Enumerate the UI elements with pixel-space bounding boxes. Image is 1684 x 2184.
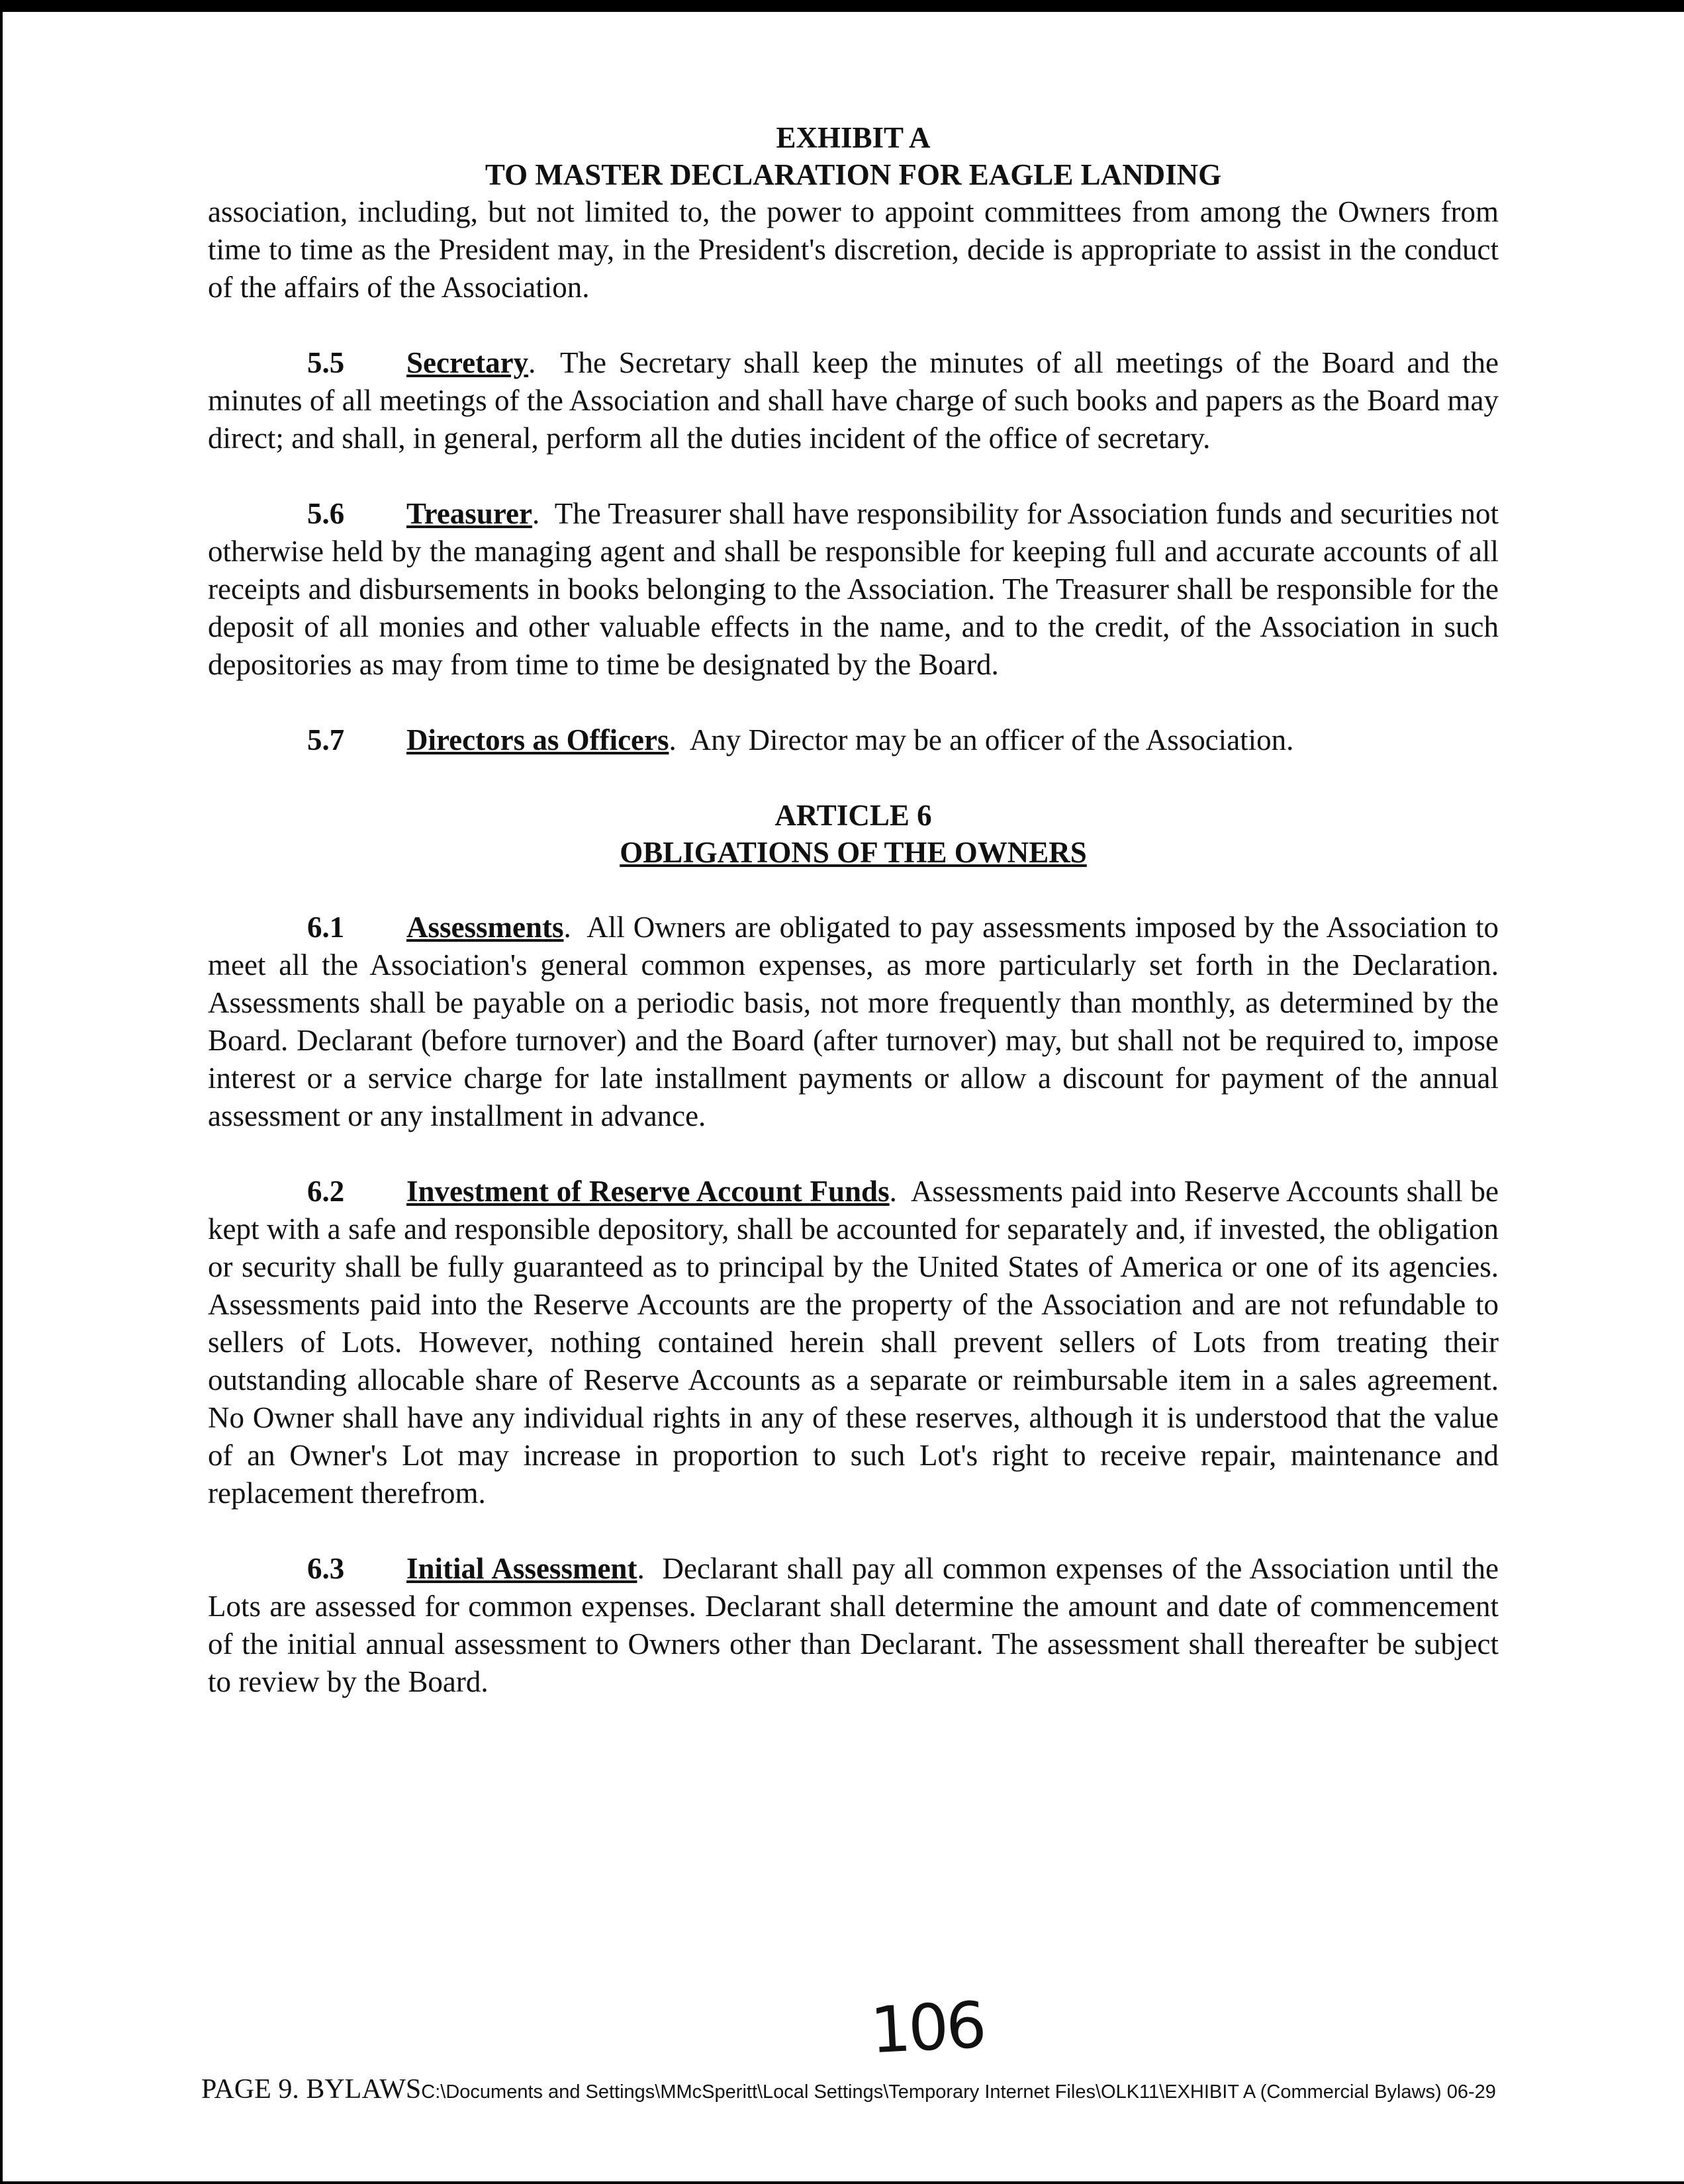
scan-top-border [0, 0, 1684, 12]
section-number: 5.5 [307, 346, 345, 379]
document-header [208, 119, 1499, 193]
page-footer [201, 2073, 1684, 2109]
section-text: All Owners are obligated to pay assessments imposed by the Association to meet all the Association's general common expenses, as more particularly set forth in the Declaration. Assessments shall be payable on a periodic basis, not more frequently than monthly, as determined by the Board. Declarant (before turnover) and the Board (after turnover) may, but shall not be required to, impose interest or a service charge for late installment payments or allow a discount for payment of the annual assessment or any installment in advance. [208, 911, 1499, 1132]
section-title: Secretary [406, 346, 529, 379]
section-6-3: 6.3 Initial Assessment. Declarant shall pay all common expenses of the Association until the Lots are assessed for common expenses. Declarant shall determine the amount and date of commencement of the initial annual assessment to Owners other than Declarant. The assessment shall thereafter be subject to review by the Board. [208, 1550, 1499, 1701]
section-title: Initial Assessment [406, 1552, 637, 1585]
article-heading [208, 797, 1499, 871]
intro-paragraph: association, including, but not limited to, the power to appoint committees from among the Owners from time to time as the President may, in the President's discretion, decide is appropriate to assist in the conduct of the affairs of the Association. [208, 195, 1499, 304]
section-number: 6.2 [307, 1175, 345, 1208]
section-5-7: 5.7 Directors as Officers. Any Director may be an officer of the Association. [208, 721, 1499, 759]
footer-page-label: PAGE 9. BYLAWS [201, 2074, 422, 2105]
handwritten-page-number: 106 [868, 1987, 986, 2068]
section-title: Assessments [406, 911, 564, 944]
section-title: Investment of Reserve Account Funds [406, 1175, 890, 1208]
section-number: 5.6 [307, 497, 345, 530]
section-text: The Treasurer shall have responsibility for Association funds and securities not otherwise held by the managing agent and shall be responsible for keeping full and accurate accounts of all receipts and disbursements in books belonging to the Association. The Treasurer shall be responsible for the deposit of all monies and other valuable effects in the name, and to the credit, of the Association in such depositories as may from time to time be designated by the Board. [208, 497, 1499, 681]
section-5-5: 5.5 Secretary. The Secretary shall keep the minutes of all meetings of the Board and the minutes of all meetings of the Association and shall have charge of such books and papers as the Board may direct; and shall, in general, perform all the duties incident of the office of secretary. [208, 344, 1499, 457]
section-6-2: 6.2 Investment of Reserve Account Funds. Assessments paid into Reserve Accounts shall be kept with a safe and responsible depository, shall be accounted for separately and, if invested, the obligation or security shall be fully guaranteed as to principal by the United States of America or one of its agencies. Assessments paid into the Reserve Accounts are the property of the Association and are not refundable to sellers of Lots. However, nothing contained herein shall prevent sellers of Lots from treating their outstanding allocable share of Reserve Accounts as a separate or reimbursable item in a sales agreement. No Owner shall have any individual rights in any of these reserves, although it is understood that the value of an Owner's Lot may increase in proportion to such Lot's right to receive repair, maintenance and replacement therefrom. [208, 1173, 1499, 1512]
section-number: 5.7 [307, 723, 345, 756]
section-title: Directors as Officers [406, 723, 669, 756]
scan-left-border [0, 0, 3, 2184]
footer-file-path: C:\Documents and Settings\MMcSperitt\Local Settings\Temporary Internet Files\OLK11\EXHIBIT A (Commercial Bylaws) 06-29 [421, 2081, 1496, 2103]
section-6-1: 6.1 Assessments. All Owners are obligated to pay assessments imposed by the Association to meet all the Association's general common expenses, as more particularly set forth in the Declaration. Assessments shall be payable on a periodic basis, not more frequently than monthly, as determined by the Board. Declarant (before turnover) and the Board (after turnover) may, but shall not be required to, impose interest or a service charge for late installment payments or allow a discount for payment of the annual assessment or any installment in advance. [208, 909, 1499, 1135]
section-text: Declarant shall pay all common expenses of the Association until the Lots are assessed for common expenses. Declarant shall determine the amount and date of commencement of the initial annual assessment to Owners other than Declarant. The assessment shall thereafter be subject to review by the Board. [208, 1552, 1499, 1698]
article-number: ARTICLE 6 [774, 799, 932, 832]
document-page [208, 119, 1499, 1701]
header-line-2: TO MASTER DECLARATION FOR EAGLE LANDING [485, 158, 1222, 191]
scan-bottom-border [0, 2181, 1684, 2184]
section-text: Any Director may be an officer of the Association. [689, 723, 1294, 756]
section-text: Assessments paid into Reserve Accounts shall be kept with a safe and responsible depository, shall be accounted for separately and, if invested, the obligation or security shall be fully guaranteed as to principal by the United States of America or one of its agencies. Assessments paid into the Reserve Accounts are the property of the Association and are not refundable to sellers of Lots. However, nothing contained herein shall prevent sellers of Lots from treating their outstanding allocable share of Reserve Accounts as a separate or reimbursable item in a sales agreement. No Owner shall have any individual rights in any of these reserves, although it is understood that the value of an Owner's Lot may increase in proportion to such Lot's right to receive repair, maintenance and replacement therefrom. [208, 1175, 1499, 1510]
article-title: OBLIGATIONS OF THE OWNERS [620, 836, 1087, 869]
header-line-1: EXHIBIT A [776, 121, 931, 154]
section-title: Treasurer [406, 497, 532, 530]
section-text: The Secretary shall keep the minutes of all meetings of the Board and the minutes of all meetings of the Association and shall have charge of such books and papers as the Board may direct; and shall, in general, perform all the duties incident of the office of secretary. [208, 346, 1499, 455]
section-number: 6.1 [307, 911, 345, 944]
section-5-6: 5.6 Treasurer. The Treasurer shall have responsibility for Association funds and securities not otherwise held by the managing agent and shall be responsible for keeping full and accurate accounts of all receipts and disbursements in books belonging to the Association. The Treasurer shall be responsible for the deposit of all monies and other valuable effects in the name, and to the credit, of the Association in such depositories as may from time to time be designated by the Board. [208, 495, 1499, 684]
section-number: 6.3 [307, 1552, 345, 1585]
